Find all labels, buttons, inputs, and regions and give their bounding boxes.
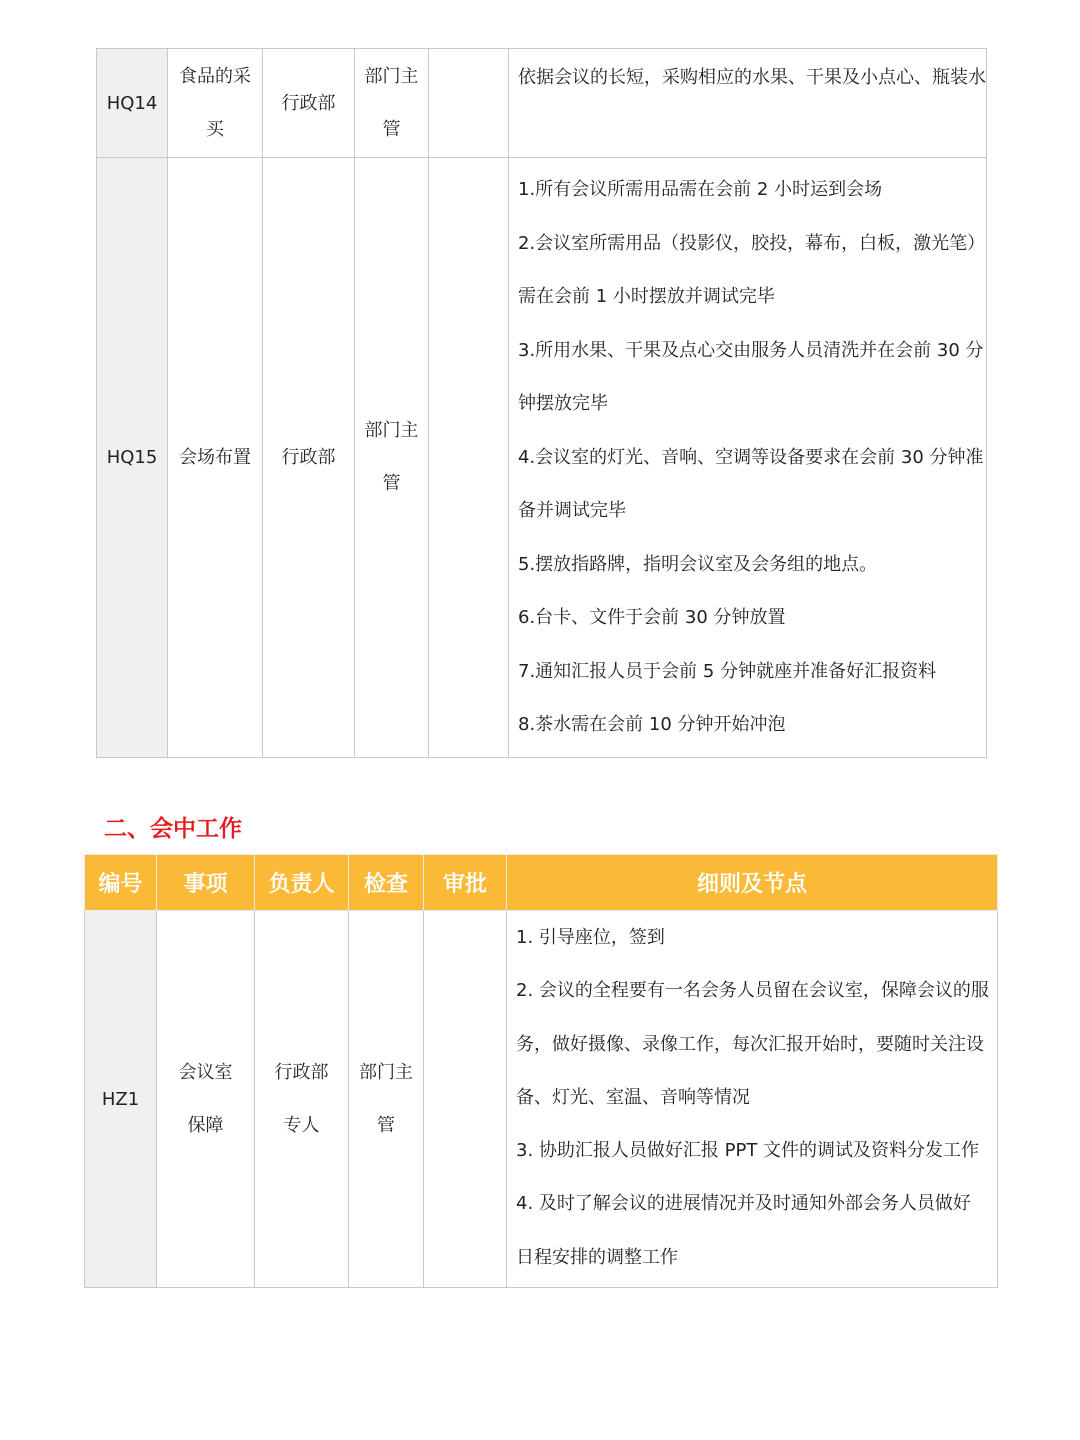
- detail-line: 务，做好摄像、录像工作，每次汇报开始时，要随时关注设: [516, 1033, 984, 1055]
- detail-line: 1. 引导座位，签到: [516, 927, 665, 948]
- detail-line: 6.台卡、文件于会前 30 分钟放置: [518, 607, 786, 628]
- header-item: 事项: [157, 855, 255, 911]
- row-owner-line: 专人: [283, 1115, 320, 1136]
- row-code: HQ14: [97, 49, 168, 158]
- header-details: 细则及节点: [507, 855, 998, 911]
- row-item-line: 会议室: [178, 1062, 233, 1083]
- row-approve: [424, 911, 507, 1288]
- row-check: [349, 911, 424, 1288]
- row-check-line: 管: [377, 1115, 395, 1136]
- row-check: [355, 49, 429, 158]
- row-details: [509, 158, 987, 758]
- row-owner-line: 行政部: [274, 1062, 329, 1083]
- header-owner: 负责人: [255, 855, 349, 911]
- detail-line: 8.茶水需在会前 10 分钟开始冲泡: [518, 714, 786, 735]
- row-details: [507, 911, 998, 1288]
- row-check: [355, 158, 429, 758]
- row-approve: [429, 158, 509, 758]
- row-item-line: 保障: [187, 1115, 224, 1136]
- row-item: [168, 158, 263, 758]
- row-check-line: 部门主: [359, 1062, 413, 1083]
- row-item: [168, 49, 263, 158]
- detail-line: 备并调试完毕: [518, 500, 626, 521]
- header-code: 编号: [85, 855, 157, 911]
- table-header-row: [85, 855, 998, 911]
- detail-line: 2. 会议的全程要有一名会务人员留在会议室，保障会议的服: [516, 980, 989, 1002]
- detail-line: 3. 协助汇报人员做好汇报 PPT 文件的调试及资料分发工作: [516, 1140, 980, 1162]
- row-item-line: 会场布置: [179, 446, 251, 468]
- row-owner: 行政部: [263, 49, 355, 158]
- detail-line: 5.摆放指路牌，指明会议室及会务组的地点。: [518, 553, 878, 575]
- row-check-line: 管: [382, 119, 401, 140]
- meeting-prep-table: [96, 48, 987, 758]
- detail-line: 4. 及时了解会议的进展情况并及时通知外部会务人员做好: [516, 1193, 971, 1215]
- row-item-line: 食品的采: [179, 66, 251, 87]
- header-check: 检查: [349, 855, 424, 911]
- table-row: [97, 158, 987, 758]
- row-check-line: 部门主: [364, 420, 419, 442]
- table-row: [97, 49, 987, 158]
- row-approve: [429, 49, 509, 158]
- row-item: [157, 911, 255, 1288]
- row-owner: 行政部: [263, 158, 355, 758]
- row-details: [509, 49, 987, 158]
- detail-line: 依据会议的长短，采购相应的水果、干果及小点心、瓶装水: [518, 67, 986, 88]
- detail-line: 备、灯光、室温、音响等情况: [516, 1086, 750, 1108]
- row-code: HQ15: [97, 158, 168, 758]
- detail-line: 3.所用水果、干果及点心交由服务人员清洗并在会前 30 分: [518, 339, 984, 361]
- row-check-line: 部门主: [364, 66, 419, 87]
- detail-line: 日程安排的调整工作: [516, 1246, 678, 1268]
- detail-line: 4.会议室的灯光、音响、空调等设备要求在会前 30 分钟准: [518, 446, 984, 468]
- detail-line: 7.通知汇报人员于会前 5 分钟就座并准备好汇报资料: [518, 660, 937, 682]
- row-item-line: 买: [206, 119, 224, 140]
- header-approve: 审批: [424, 855, 507, 911]
- detail-line: 需在会前 1 小时摆放并调试完毕: [518, 286, 775, 307]
- section-title: 二、会中工作: [104, 816, 242, 842]
- table-row: [85, 911, 998, 1288]
- row-check-line: 管: [382, 473, 401, 495]
- row-code: HZ1: [85, 911, 157, 1288]
- in-meeting-table: [84, 854, 998, 1288]
- row-owner: [255, 911, 349, 1288]
- detail-line: 1.所有会议所需用品需在会前 2 小时运到会场: [518, 179, 883, 200]
- detail-line: 2.会议室所需用品（投影仪，胶投，幕布，白板，激光笔）: [518, 232, 986, 254]
- detail-line: 钟摆放完毕: [518, 393, 608, 414]
